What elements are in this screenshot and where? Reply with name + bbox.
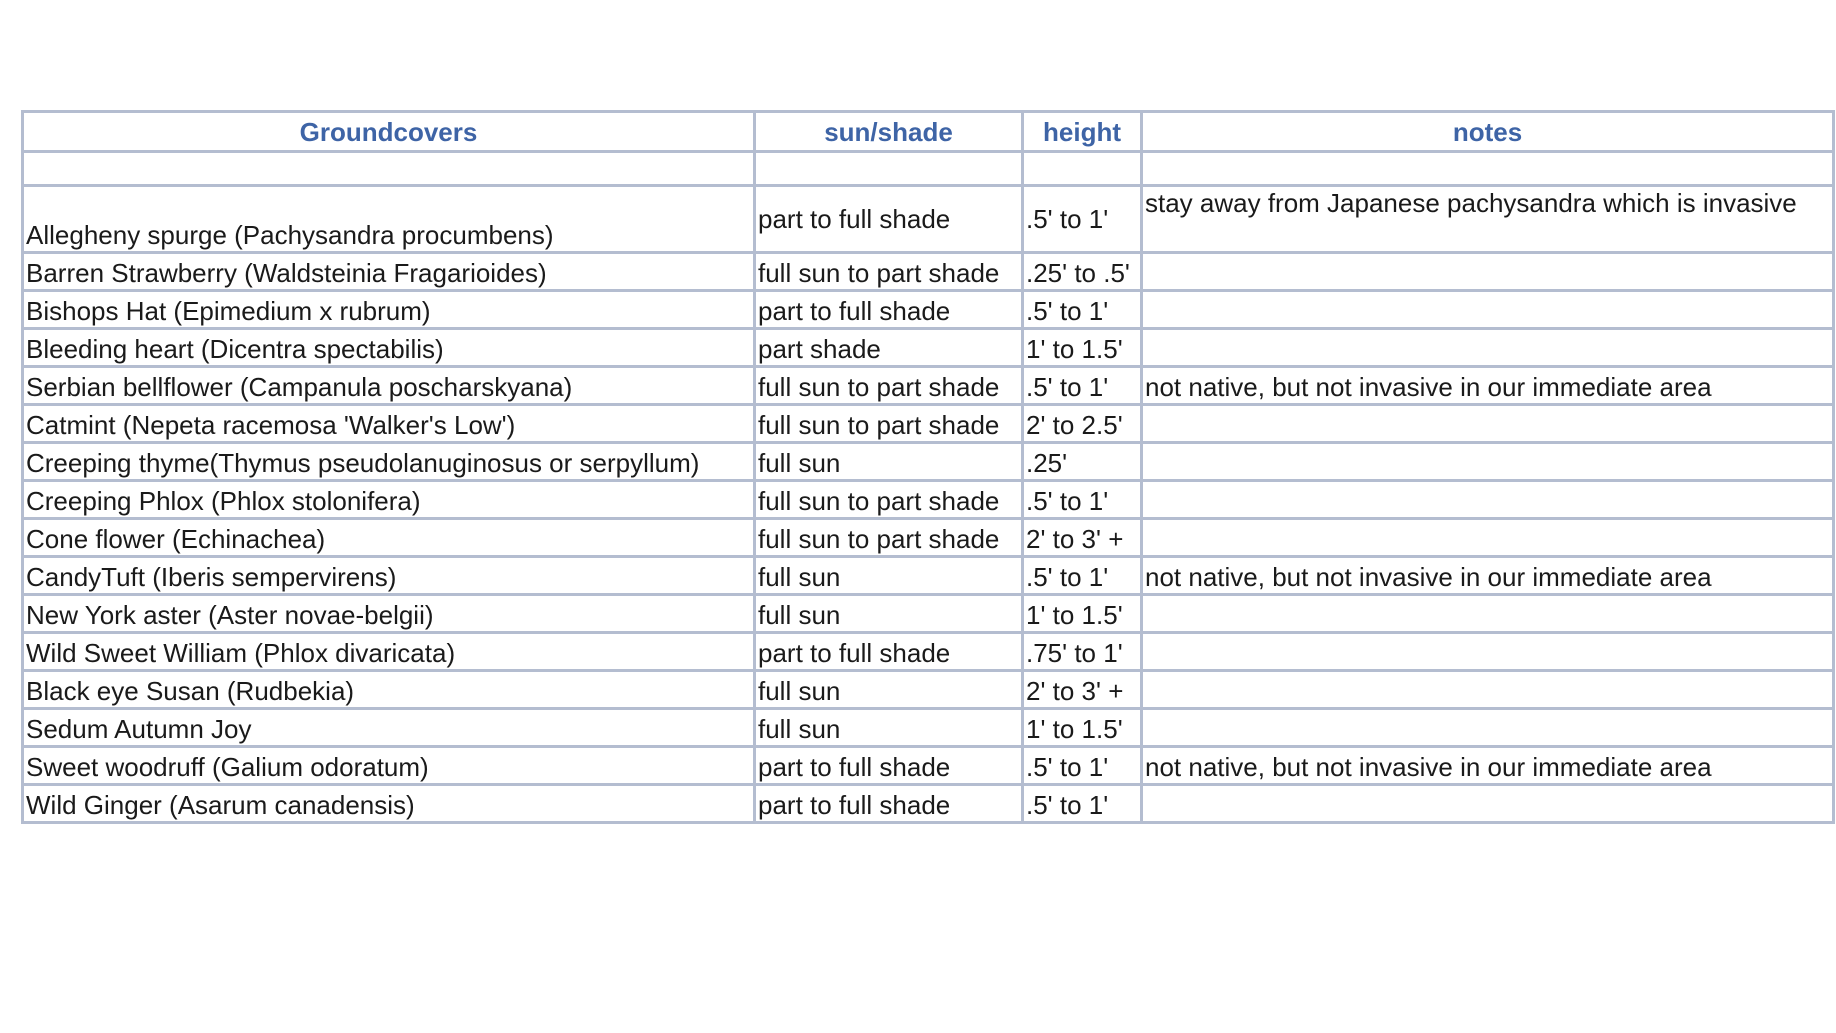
empty-cell [1023,152,1142,186]
plant-name-cell: Cone flower (Echinachea) [23,519,755,557]
table-row [23,329,1834,367]
plant-name-cell: Bishops Hat (Epimedium x rubrum) [23,291,755,329]
height-cell: 1' to 1.5' [1023,595,1142,633]
notes-cell [1142,519,1834,557]
header-sun-shade: sun/shade [755,112,1023,152]
plant-name-cell: Catmint (Nepeta racemosa 'Walker's Low') [23,405,755,443]
notes-cell [1142,785,1834,823]
table-row [23,186,1834,253]
height-cell: .5' to 1' [1023,291,1142,329]
plant-name-cell: Creeping thyme(Thymus pseudolanuginosus or serpyllum) [23,443,755,481]
height-cell: .5' to 1' [1023,557,1142,595]
notes-cell: not native, but not invasive in our immediate area [1142,367,1834,405]
sun-shade-cell: full sun to part shade [755,367,1023,405]
table-row [23,671,1834,709]
plant-name-cell: New York aster (Aster novae-belgii) [23,595,755,633]
height-cell: 2' to 3' + [1023,519,1142,557]
notes-cell [1142,405,1834,443]
notes-cell [1142,481,1834,519]
plant-name-cell: Creeping Phlox (Phlox stolonifera) [23,481,755,519]
plant-name-cell: Serbian bellflower (Campanula poscharskyana) [23,367,755,405]
plant-name-cell: Sedum Autumn Joy [23,709,755,747]
notes-cell [1142,443,1834,481]
table-row [23,785,1834,823]
plant-name-cell: Wild Ginger (Asarum canadensis) [23,785,755,823]
table-row [23,367,1834,405]
empty-cell [23,152,755,186]
plant-name-cell: Allegheny spurge (Pachysandra procumbens) [23,186,755,253]
plant-name-cell: Sweet woodruff (Galium odoratum) [23,747,755,785]
table-row [23,557,1834,595]
notes-cell [1142,709,1834,747]
height-cell: .5' to 1' [1023,481,1142,519]
height-cell: .75' to 1' [1023,633,1142,671]
notes-cell [1142,253,1834,291]
sun-shade-cell: full sun to part shade [755,405,1023,443]
sun-shade-cell: full sun [755,443,1023,481]
notes-cell: stay away from Japanese pachysandra which is invasive [1142,186,1834,253]
sun-shade-cell: part to full shade [755,747,1023,785]
notes-cell [1142,595,1834,633]
header-row [23,112,1834,152]
table-row [23,595,1834,633]
height-cell: 2' to 3' + [1023,671,1142,709]
sun-shade-cell: full sun [755,709,1023,747]
sun-shade-cell: part to full shade [755,633,1023,671]
table-row [23,519,1834,557]
height-cell: .5' to 1' [1023,785,1142,823]
sun-shade-cell: full sun [755,595,1023,633]
empty-row [23,152,1834,186]
notes-cell [1142,671,1834,709]
sun-shade-cell: full sun [755,557,1023,595]
sun-shade-cell: full sun to part shade [755,481,1023,519]
table-row [23,253,1834,291]
sun-shade-cell: part to full shade [755,291,1023,329]
empty-cell [1142,152,1834,186]
table-row [23,481,1834,519]
notes-cell: not native, but not invasive in our immediate area [1142,747,1834,785]
notes-cell: not native, but not invasive in our immediate area [1142,557,1834,595]
header-height: height [1023,112,1142,152]
height-cell: 1' to 1.5' [1023,329,1142,367]
table-row [23,709,1834,747]
table-row [23,443,1834,481]
sun-shade-cell: part to full shade [755,785,1023,823]
height-cell: .5' to 1' [1023,747,1142,785]
height-cell: 2' to 2.5' [1023,405,1142,443]
height-cell: .25' [1023,443,1142,481]
plant-name-cell: CandyTuft (Iberis sempervirens) [23,557,755,595]
groundcovers-table [21,110,1835,824]
table-row [23,291,1834,329]
table-row [23,747,1834,785]
sun-shade-cell: part shade [755,329,1023,367]
plant-name-cell: Black eye Susan (Rudbekia) [23,671,755,709]
header-notes: notes [1142,112,1834,152]
empty-cell [755,152,1023,186]
plant-name-cell: Wild Sweet William (Phlox divaricata) [23,633,755,671]
plant-name-cell: Bleeding heart (Dicentra spectabilis) [23,329,755,367]
table-row [23,405,1834,443]
table-row [23,633,1834,671]
height-cell: .25' to .5' [1023,253,1142,291]
notes-cell [1142,329,1834,367]
height-cell: .5' to 1' [1023,367,1142,405]
height-cell: .5' to 1' [1023,186,1142,253]
height-cell: 1' to 1.5' [1023,709,1142,747]
sun-shade-cell: part to full shade [755,186,1023,253]
sun-shade-cell: full sun [755,671,1023,709]
plant-name-cell: Barren Strawberry (Waldsteinia Fragarioides) [23,253,755,291]
sun-shade-cell: full sun to part shade [755,519,1023,557]
header-groundcovers: Groundcovers [23,112,755,152]
sun-shade-cell: full sun to part shade [755,253,1023,291]
notes-cell [1142,291,1834,329]
notes-cell [1142,633,1834,671]
